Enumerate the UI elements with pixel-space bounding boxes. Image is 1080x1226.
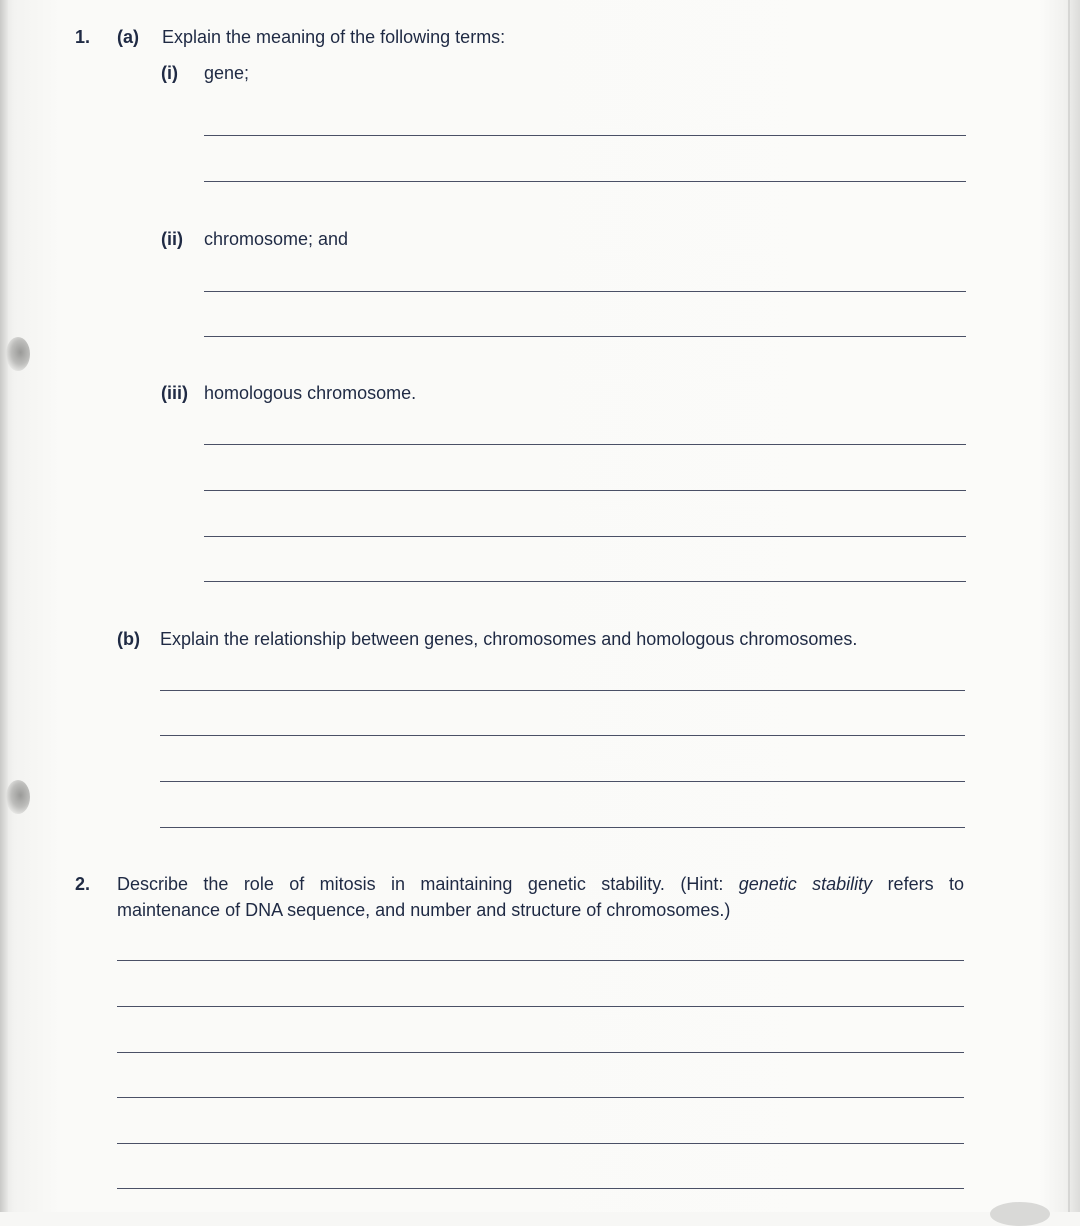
part-b-label: (b) xyxy=(117,629,140,649)
question-2-number: 2. xyxy=(75,874,91,894)
answer-line[interactable] xyxy=(117,1188,964,1189)
page-edge xyxy=(1068,0,1070,1212)
answer-line[interactable] xyxy=(204,291,966,292)
part-a-prompt: Explain the meaning of the following terms: xyxy=(162,27,506,47)
item-ii-term: chromosome; and xyxy=(204,229,349,249)
item-ii-label: (ii) xyxy=(161,229,183,249)
page-corner xyxy=(990,1202,1050,1226)
answer-line[interactable] xyxy=(204,581,966,582)
item-i-term: gene; xyxy=(204,63,250,83)
punch-hole xyxy=(6,780,30,814)
answer-line[interactable] xyxy=(160,735,965,736)
answer-line[interactable] xyxy=(117,1006,964,1007)
answer-line[interactable] xyxy=(117,960,964,961)
item-iii-term: homologous chromosome. xyxy=(204,383,417,403)
answer-line[interactable] xyxy=(160,781,965,782)
answer-line[interactable] xyxy=(204,536,966,537)
binding-edge xyxy=(0,0,8,1212)
answer-line[interactable] xyxy=(160,827,965,828)
answer-line[interactable] xyxy=(204,490,966,491)
item-i-label: (i) xyxy=(161,63,178,83)
answer-line[interactable] xyxy=(204,336,966,337)
answer-line[interactable] xyxy=(204,444,966,445)
prompt-text: refers to xyxy=(887,874,964,894)
item-iii-label: (iii) xyxy=(161,383,188,403)
question-2-prompt-line-2: maintenance of DNA sequence, and number and structure of chromosomes.) xyxy=(117,900,731,920)
answer-line[interactable] xyxy=(117,1143,964,1144)
prompt-emphasis: genetic stability xyxy=(738,874,873,894)
punch-hole xyxy=(6,337,30,371)
part-a-label: (a) xyxy=(117,27,139,47)
answer-line[interactable] xyxy=(160,690,965,691)
question-1-number: 1. xyxy=(75,27,91,47)
answer-line[interactable] xyxy=(204,135,966,136)
question-2-prompt-line-1 xyxy=(117,871,964,897)
answer-line[interactable] xyxy=(117,1052,964,1053)
answer-line[interactable] xyxy=(204,181,966,182)
part-b-prompt: Explain the relationship between genes, chromosomes and homologous chromosomes. xyxy=(160,629,858,649)
answer-line[interactable] xyxy=(117,1097,964,1098)
prompt-text: Describe the role of mitosis in maintaining genetic stability. (Hint: xyxy=(117,874,724,894)
